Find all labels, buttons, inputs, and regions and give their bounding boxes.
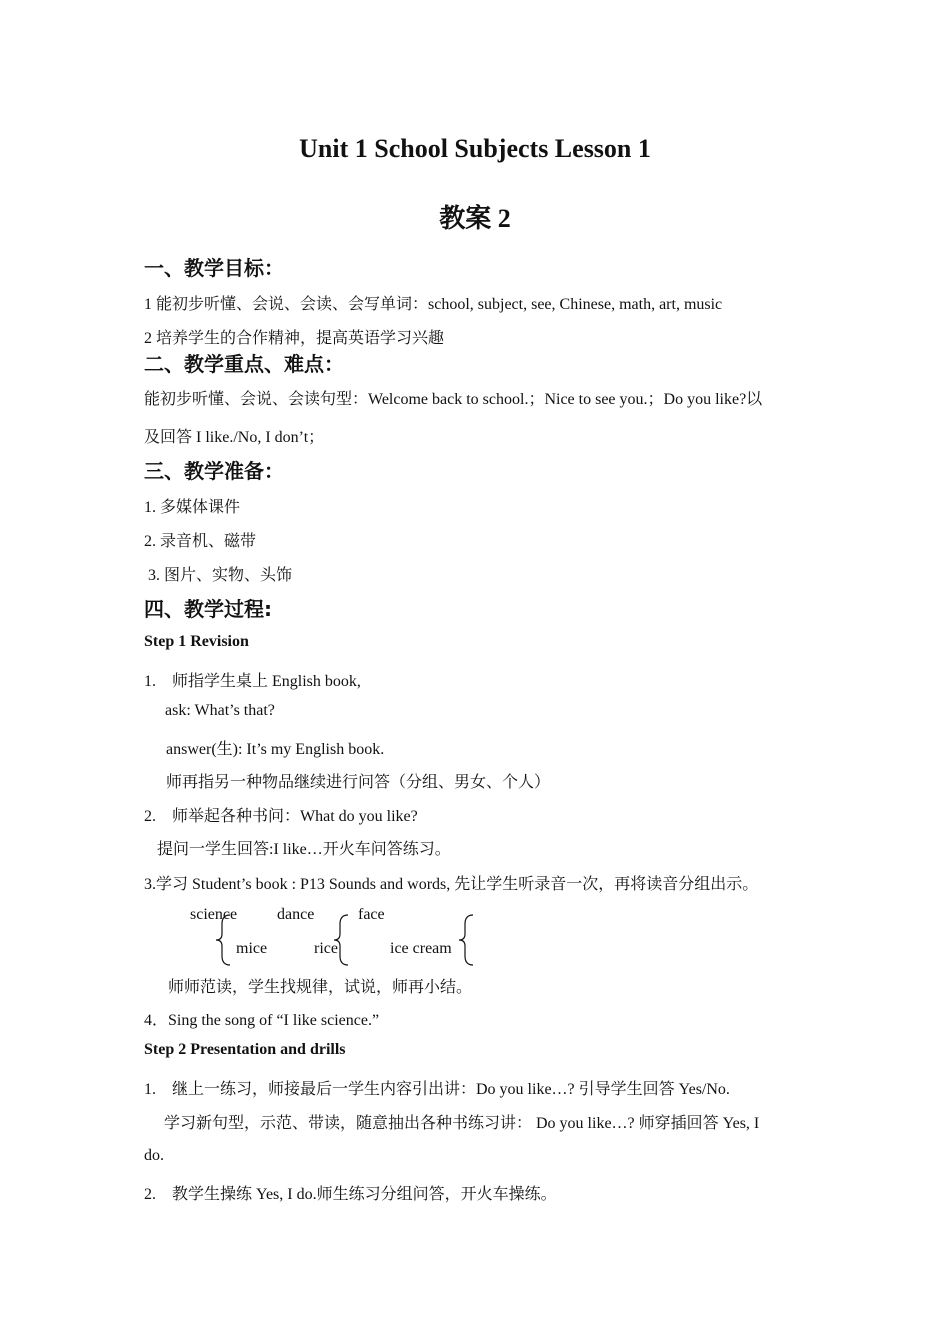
step-item: 3.学习 Student’s book : P13 Sounds and words, 先让学生听录音一次，再将读音分组出示。 [144, 876, 759, 893]
section-heading-process: 四、教学过程: [144, 597, 272, 621]
section-heading-preparation: 三、教学准备： [144, 459, 284, 483]
preparation-item: 2. 录音机、磁带 [144, 533, 257, 550]
step-item: 2. 师举起各种书问：What do you like? [144, 808, 418, 825]
brace-icon [214, 914, 234, 966]
step-item: 师师范读，学生找规律，试说，师再小结。 [168, 979, 473, 996]
section-heading-keypoints: 二、教学重点、难点： [144, 352, 344, 376]
step-item: 1. 师指学生桌上 English book, [144, 673, 361, 690]
step-item: 4．Sing the song of “I like science.” [144, 1012, 380, 1029]
keypoint-line: 能初步听懂、会说、会读句型：Welcome back to school.；Nice to see you.；Do you like?以 [144, 391, 763, 408]
keypoint-line: 及回答 I like./No, I don’t； [144, 429, 325, 446]
objective-line: 2 培养学生的合作精神，提高英语学习兴趣 [144, 330, 445, 347]
preparation-item: 1. 多媒体课件 [144, 499, 241, 516]
sound-word: ice cream [390, 940, 452, 957]
step-item: 提问一学生回答:I like…开火车问答练习。 [157, 841, 451, 858]
sound-word: rice [314, 940, 338, 957]
preparation-item: 3. 图片、实物、头饰 [144, 567, 293, 584]
sound-word: mice [236, 940, 268, 957]
brace-icon [457, 914, 477, 966]
step-item: do. [144, 1147, 164, 1164]
step-title: Step 2 Presentation and drills [144, 1041, 346, 1058]
brace-icon [332, 914, 352, 966]
step-item: 师再指另一种物品继续进行问答（分组、男女、个人） [166, 774, 551, 791]
step-item: answer(生): It’s my English book. [166, 741, 385, 758]
step-item: 2. 教学生操练 Yes, I do.师生练习分组问答，开火车操练。 [144, 1186, 557, 1203]
section-heading-objectives: 一、教学目标： [144, 256, 284, 280]
step-title: Step 1 Revision [144, 633, 249, 650]
step-item: 学习新句型，示范、带读，随意抽出各种书练习讲： Do you like…? 师穿插回答 Yes, I [164, 1115, 760, 1132]
sound-word: science [190, 906, 238, 923]
document-title: Unit 1 School Subjects Lesson 1 [299, 134, 651, 163]
sound-word: dance [277, 906, 315, 923]
objective-line: 1 能初步听懂、会说、会读、会写单词：school, subject, see, Chinese, math, art, music [144, 296, 723, 313]
step-item: 1. 继上一练习，师接最后一学生内容引出讲：Do you like…? 引导学生回答 Yes/No. [144, 1081, 730, 1098]
sound-word: face [358, 906, 385, 923]
document-subtitle: 教案 2 [439, 204, 511, 233]
step-item: ask: What’s that? [165, 702, 275, 719]
